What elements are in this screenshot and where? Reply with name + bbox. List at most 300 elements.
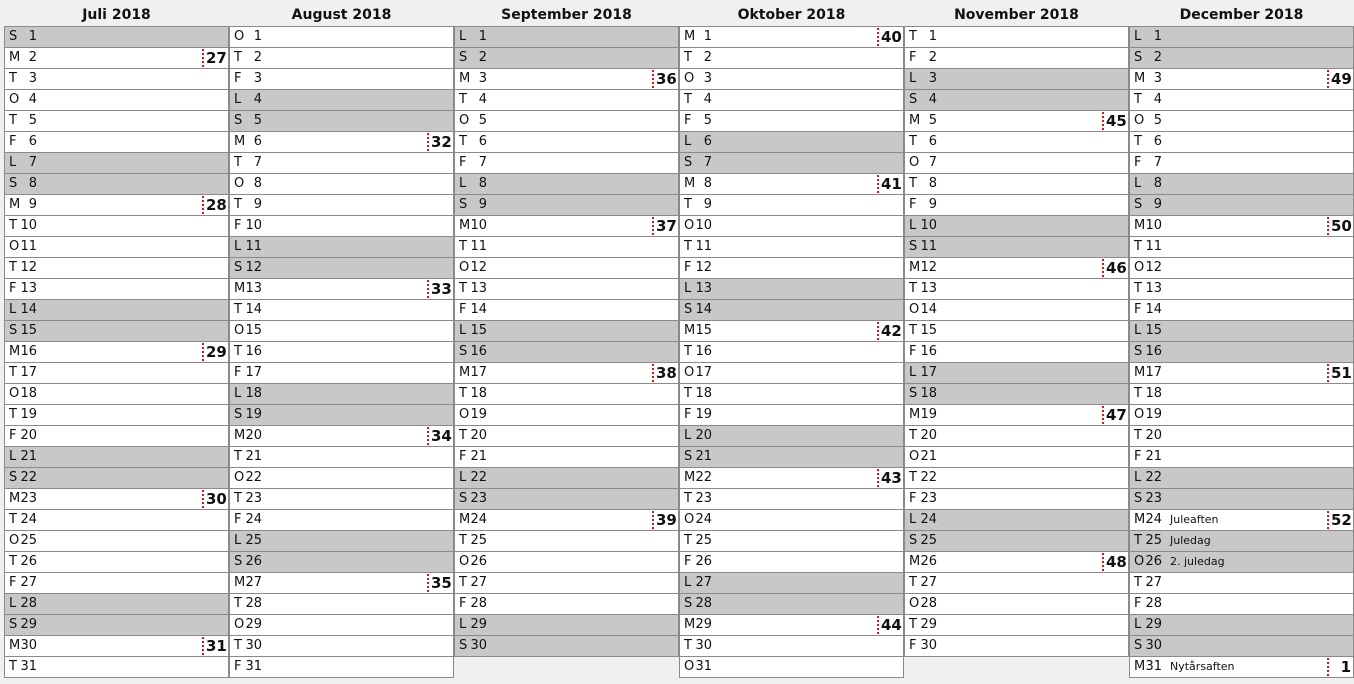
day-number: 9 <box>703 197 712 212</box>
day-number: 27 <box>920 575 937 590</box>
day-row[interactable] <box>230 405 453 426</box>
day-row[interactable] <box>230 531 453 552</box>
day-row[interactable] <box>230 111 453 132</box>
weekday-letter: F <box>684 407 692 422</box>
day-row[interactable] <box>680 594 903 615</box>
day-number: 1 <box>253 29 262 44</box>
weekday-letter: T <box>459 134 467 149</box>
day-row[interactable] <box>230 573 453 594</box>
weekday-letter: M <box>234 575 246 590</box>
weekday-letter: O <box>9 92 20 107</box>
day-row[interactable] <box>455 615 678 636</box>
day-row[interactable] <box>680 300 903 321</box>
day-row[interactable] <box>680 405 903 426</box>
day-row[interactable] <box>455 132 678 153</box>
day-row[interactable] <box>5 321 228 342</box>
weekday-letter: L <box>909 365 917 380</box>
day-row[interactable] <box>455 468 678 489</box>
weekend-shade <box>266 552 453 572</box>
weekday-letter: S <box>9 323 18 338</box>
day-number: 11 <box>245 239 262 254</box>
day-row[interactable] <box>455 363 678 384</box>
day-row[interactable] <box>905 636 1128 657</box>
day-number: 21 <box>470 449 487 464</box>
month-days <box>229 26 454 678</box>
day-row[interactable] <box>230 69 453 90</box>
day-row[interactable] <box>1130 258 1353 279</box>
day-row[interactable] <box>905 48 1128 69</box>
day-row[interactable] <box>680 636 903 657</box>
day-row[interactable] <box>905 111 1128 132</box>
day-row[interactable] <box>680 531 903 552</box>
day-row[interactable] <box>230 27 453 48</box>
day-row[interactable] <box>455 321 678 342</box>
weekday-letter: M <box>1134 365 1146 380</box>
day-row[interactable] <box>1130 195 1353 216</box>
day-row[interactable] <box>5 69 228 90</box>
day-row[interactable] <box>1130 510 1353 531</box>
week-divider <box>877 322 879 340</box>
day-number: 20 <box>695 428 712 443</box>
day-row[interactable] <box>455 300 678 321</box>
day-row[interactable] <box>1130 69 1353 90</box>
day-row[interactable] <box>680 27 903 48</box>
day-row[interactable] <box>1130 657 1353 678</box>
day-row[interactable] <box>455 195 678 216</box>
weekend-shade <box>941 531 1128 551</box>
day-row[interactable] <box>455 48 678 69</box>
week-divider <box>1102 553 1104 571</box>
weekday-letter: T <box>1134 575 1142 590</box>
day-row[interactable] <box>230 636 453 657</box>
day-number: 7 <box>28 155 37 170</box>
day-row[interactable] <box>5 48 228 69</box>
day-row[interactable] <box>680 237 903 258</box>
day-row[interactable] <box>680 426 903 447</box>
day-row[interactable] <box>1130 216 1353 237</box>
day-number: 10 <box>20 218 37 233</box>
day-row[interactable] <box>230 258 453 279</box>
day-number: 19 <box>470 407 487 422</box>
weekday-letter: M <box>909 407 921 422</box>
day-row[interactable] <box>230 132 453 153</box>
day-row[interactable] <box>1130 531 1353 552</box>
weekday-letter: T <box>459 386 467 401</box>
weekday-letter: S <box>909 92 918 107</box>
weekday-letter: L <box>459 470 467 485</box>
day-row[interactable] <box>230 594 453 615</box>
day-row[interactable] <box>230 489 453 510</box>
day-row[interactable] <box>1130 636 1353 657</box>
day-row[interactable] <box>5 363 228 384</box>
day-number: 3 <box>253 71 262 86</box>
day-row[interactable] <box>5 174 228 195</box>
day-row[interactable] <box>455 594 678 615</box>
day-number: 26 <box>245 554 262 569</box>
weekend-shade <box>266 90 453 110</box>
day-number: 27 <box>695 575 712 590</box>
weekday-letter: M <box>459 218 471 233</box>
day-row[interactable] <box>1130 174 1353 195</box>
day-row[interactable] <box>230 279 453 300</box>
day-row[interactable] <box>1130 342 1353 363</box>
day-row[interactable] <box>1130 384 1353 405</box>
weekday-letter: M <box>9 50 21 65</box>
day-row[interactable] <box>455 90 678 111</box>
day-number: 14 <box>20 302 37 317</box>
day-row[interactable] <box>905 258 1128 279</box>
week-divider <box>427 427 429 445</box>
day-number: 15 <box>245 323 262 338</box>
day-row[interactable] <box>5 573 228 594</box>
day-row[interactable] <box>5 153 228 174</box>
day-number: 20 <box>920 428 937 443</box>
day-row[interactable] <box>1130 468 1353 489</box>
day-row[interactable] <box>905 174 1128 195</box>
weekday-letter: S <box>234 554 243 569</box>
weekday-letter: M <box>234 134 246 149</box>
week-divider <box>427 280 429 298</box>
day-row[interactable] <box>680 510 903 531</box>
weekday-letter: F <box>459 449 467 464</box>
weekday-letter: T <box>459 92 467 107</box>
day-row[interactable] <box>1130 426 1353 447</box>
day-row[interactable] <box>455 342 678 363</box>
day-row[interactable] <box>905 27 1128 48</box>
day-row[interactable] <box>455 174 678 195</box>
day-row[interactable] <box>5 489 228 510</box>
day-row[interactable] <box>455 27 678 48</box>
day-row[interactable] <box>5 216 228 237</box>
day-row[interactable] <box>230 153 453 174</box>
day-row[interactable] <box>455 510 678 531</box>
weekday-letter: L <box>9 155 17 170</box>
day-number: 4 <box>928 92 937 107</box>
weekday-letter: T <box>1134 281 1142 296</box>
day-number: 5 <box>28 113 37 128</box>
day-row[interactable] <box>1130 279 1353 300</box>
day-number: 10 <box>470 218 487 233</box>
day-row[interactable] <box>680 111 903 132</box>
day-number: 23 <box>1145 491 1162 506</box>
day-number: 15 <box>920 323 937 338</box>
day-row[interactable] <box>455 258 678 279</box>
day-row[interactable] <box>680 342 903 363</box>
day-row[interactable] <box>905 279 1128 300</box>
day-row[interactable] <box>905 384 1128 405</box>
day-row[interactable] <box>680 216 903 237</box>
day-row[interactable] <box>5 636 228 657</box>
day-row[interactable] <box>230 321 453 342</box>
day-row[interactable] <box>455 384 678 405</box>
day-row[interactable] <box>230 447 453 468</box>
day-row[interactable] <box>230 552 453 573</box>
day-row[interactable] <box>455 489 678 510</box>
day-row[interactable] <box>905 69 1128 90</box>
day-row[interactable] <box>5 657 228 678</box>
day-row[interactable] <box>905 153 1128 174</box>
day-row[interactable] <box>1130 48 1353 69</box>
day-row[interactable] <box>1130 447 1353 468</box>
weekday-letter: S <box>684 155 693 170</box>
weekday-letter: S <box>909 533 918 548</box>
weekday-letter: T <box>684 386 692 401</box>
day-row[interactable] <box>1130 552 1353 573</box>
weekend-shade <box>941 90 1128 110</box>
weekday-letter: T <box>1134 134 1142 149</box>
day-row[interactable] <box>680 69 903 90</box>
weekday-letter: T <box>234 50 242 65</box>
weekday-letter: T <box>234 596 242 611</box>
weekend-shade <box>941 363 1128 383</box>
day-number: 8 <box>703 176 712 191</box>
day-row[interactable] <box>1130 237 1353 258</box>
day-row[interactable] <box>455 573 678 594</box>
day-row[interactable] <box>680 195 903 216</box>
day-row[interactable] <box>455 447 678 468</box>
day-number: 21 <box>920 449 937 464</box>
weekday-letter: F <box>909 50 917 65</box>
day-row[interactable] <box>455 279 678 300</box>
day-number: 4 <box>478 92 487 107</box>
day-row[interactable] <box>905 594 1128 615</box>
week-divider <box>1327 511 1329 529</box>
weekend-shade <box>716 279 903 299</box>
day-row[interactable] <box>680 279 903 300</box>
weekday-letter: F <box>909 638 917 653</box>
day-row[interactable] <box>680 657 903 678</box>
weekday-letter: S <box>1134 491 1143 506</box>
day-row[interactable] <box>230 90 453 111</box>
day-row[interactable] <box>905 447 1128 468</box>
day-row[interactable] <box>230 510 453 531</box>
weekday-letter: T <box>684 491 692 506</box>
day-row[interactable] <box>1130 27 1353 48</box>
day-row[interactable] <box>1130 594 1353 615</box>
day-number: 17 <box>245 365 262 380</box>
day-row[interactable] <box>230 342 453 363</box>
day-row[interactable] <box>5 237 228 258</box>
day-row[interactable] <box>905 573 1128 594</box>
day-row[interactable] <box>230 363 453 384</box>
day-row[interactable] <box>230 48 453 69</box>
day-row[interactable] <box>905 195 1128 216</box>
weekend-shade <box>41 27 228 47</box>
day-number: 15 <box>1145 323 1162 338</box>
weekday-letter: M <box>459 71 471 86</box>
day-row[interactable] <box>905 90 1128 111</box>
day-row[interactable] <box>680 384 903 405</box>
day-row[interactable] <box>455 153 678 174</box>
day-row[interactable] <box>5 426 228 447</box>
day-number: 6 <box>253 134 262 149</box>
month-days <box>4 26 229 678</box>
day-row[interactable] <box>905 300 1128 321</box>
day-row[interactable] <box>905 132 1128 153</box>
day-row[interactable] <box>5 111 228 132</box>
weekday-letter: T <box>1134 239 1142 254</box>
day-number: 5 <box>703 113 712 128</box>
day-row[interactable] <box>230 657 453 678</box>
day-row[interactable] <box>5 300 228 321</box>
day-row[interactable] <box>5 195 228 216</box>
week-divider <box>202 343 204 361</box>
day-row[interactable] <box>5 27 228 48</box>
day-number: 15 <box>695 323 712 338</box>
day-row[interactable] <box>680 321 903 342</box>
day-number: 25 <box>20 533 37 548</box>
day-row[interactable] <box>5 552 228 573</box>
day-row[interactable] <box>5 615 228 636</box>
weekday-letter: L <box>1134 323 1142 338</box>
day-number: 11 <box>920 239 937 254</box>
day-row[interactable] <box>5 468 228 489</box>
day-row[interactable] <box>680 90 903 111</box>
day-number: 10 <box>695 218 712 233</box>
day-row[interactable] <box>5 342 228 363</box>
day-number: 5 <box>478 113 487 128</box>
day-row[interactable] <box>230 426 453 447</box>
weekend-shade <box>1166 468 1353 488</box>
day-row[interactable] <box>905 363 1128 384</box>
day-row[interactable] <box>230 300 453 321</box>
day-row[interactable] <box>1130 573 1353 594</box>
day-row[interactable] <box>680 573 903 594</box>
week-number: 29 <box>206 343 227 361</box>
day-row[interactable] <box>5 405 228 426</box>
day-row[interactable] <box>230 384 453 405</box>
day-row[interactable] <box>455 216 678 237</box>
day-row[interactable] <box>680 468 903 489</box>
day-number: 24 <box>20 512 37 527</box>
weekday-letter: T <box>459 533 467 548</box>
day-row[interactable] <box>455 636 678 657</box>
day-number: 28 <box>695 596 712 611</box>
day-row[interactable] <box>905 216 1128 237</box>
day-number: 11 <box>1145 239 1162 254</box>
day-row[interactable] <box>905 405 1128 426</box>
day-row[interactable] <box>455 237 678 258</box>
weekday-letter: L <box>1134 176 1142 191</box>
day-number: 1 <box>703 29 712 44</box>
day-row[interactable] <box>1130 90 1353 111</box>
weekday-letter: F <box>9 281 17 296</box>
day-number: 7 <box>253 155 262 170</box>
day-row[interactable] <box>680 489 903 510</box>
weekday-letter: O <box>9 533 20 548</box>
day-number: 7 <box>703 155 712 170</box>
day-row[interactable] <box>680 258 903 279</box>
weekday-letter: F <box>234 218 242 233</box>
day-row[interactable] <box>5 132 228 153</box>
weekday-letter: L <box>234 239 242 254</box>
day-row[interactable] <box>680 48 903 69</box>
weekend-shade <box>266 258 453 278</box>
day-row[interactable] <box>680 153 903 174</box>
day-row[interactable] <box>905 510 1128 531</box>
day-row[interactable] <box>680 363 903 384</box>
day-row[interactable] <box>1130 321 1353 342</box>
day-row[interactable] <box>230 216 453 237</box>
day-row[interactable] <box>455 111 678 132</box>
day-row[interactable] <box>455 69 678 90</box>
weekday-letter: O <box>684 512 695 527</box>
weekday-letter: L <box>9 596 17 611</box>
weekday-letter: O <box>684 71 695 86</box>
day-row[interactable] <box>455 426 678 447</box>
day-row[interactable] <box>5 90 228 111</box>
day-row[interactable] <box>230 615 453 636</box>
day-row[interactable] <box>1130 111 1353 132</box>
weekend-shade <box>41 300 228 320</box>
day-row[interactable] <box>5 510 228 531</box>
day-row[interactable] <box>455 531 678 552</box>
day-row[interactable] <box>905 468 1128 489</box>
day-row[interactable] <box>1130 153 1353 174</box>
day-number: 14 <box>245 302 262 317</box>
day-row[interactable] <box>905 552 1128 573</box>
day-row[interactable] <box>680 447 903 468</box>
day-row[interactable] <box>230 174 453 195</box>
day-row[interactable] <box>905 237 1128 258</box>
day-row[interactable] <box>680 552 903 573</box>
day-row[interactable] <box>680 132 903 153</box>
day-row[interactable] <box>5 594 228 615</box>
day-row[interactable] <box>230 237 453 258</box>
day-number: 6 <box>478 134 487 149</box>
day-number: 22 <box>245 470 262 485</box>
day-row[interactable] <box>1130 615 1353 636</box>
day-row[interactable] <box>905 531 1128 552</box>
day-row[interactable] <box>680 615 903 636</box>
day-row[interactable] <box>455 405 678 426</box>
day-row[interactable] <box>5 531 228 552</box>
day-number: 2 <box>703 50 712 65</box>
day-row[interactable] <box>1130 363 1353 384</box>
weekday-letter: M <box>684 323 696 338</box>
weekday-letter: T <box>909 29 917 44</box>
day-row[interactable] <box>230 195 453 216</box>
weekend-shade <box>1166 489 1353 509</box>
day-row[interactable] <box>230 468 453 489</box>
day-row[interactable] <box>1130 489 1353 510</box>
weekday-letter: O <box>234 323 245 338</box>
day-row[interactable] <box>905 489 1128 510</box>
day-row[interactable] <box>905 615 1128 636</box>
day-row[interactable] <box>5 258 228 279</box>
day-number: 30 <box>695 638 712 653</box>
day-row[interactable] <box>5 384 228 405</box>
day-row[interactable] <box>905 342 1128 363</box>
day-number: 2 <box>253 50 262 65</box>
weekday-letter: L <box>909 218 917 233</box>
day-row[interactable] <box>455 552 678 573</box>
day-row[interactable] <box>680 174 903 195</box>
day-row[interactable] <box>1130 300 1353 321</box>
week-number: 51 <box>1331 364 1352 382</box>
weekday-letter: M <box>459 365 471 380</box>
day-row[interactable] <box>905 321 1128 342</box>
day-number: 27 <box>245 575 262 590</box>
day-row[interactable] <box>1130 405 1353 426</box>
day-number: 22 <box>20 470 37 485</box>
day-row[interactable] <box>5 447 228 468</box>
day-row[interactable] <box>905 426 1128 447</box>
weekend-shade <box>1166 321 1353 341</box>
day-row[interactable] <box>5 279 228 300</box>
day-row[interactable] <box>1130 132 1353 153</box>
day-number: 3 <box>28 71 37 86</box>
